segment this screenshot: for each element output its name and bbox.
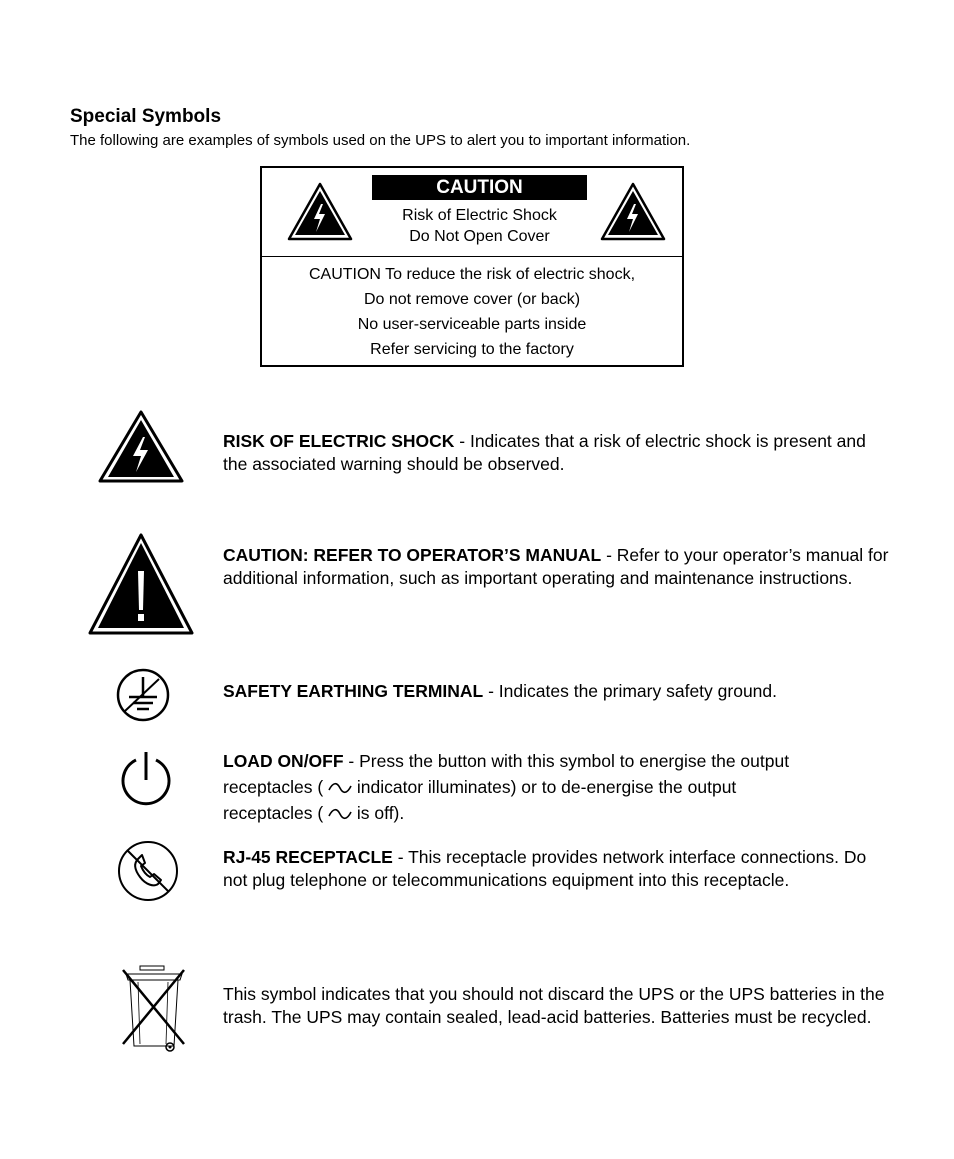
electric-shock-icon [98, 410, 184, 484]
electric-shock-icon [287, 182, 353, 242]
rj45-title: RJ-45 RECEPTACLE [223, 847, 393, 867]
caution-line: CAUTION To reduce the risk of electric shock, [308, 266, 636, 283]
load-text: - Press the button with this symbol to energise the output [343, 751, 790, 771]
rj45-text: - This receptacle provides network interface connections. Do not plug telephone or telecommunications equipment into this receptacle. [223, 847, 867, 890]
earth-title: SAFETY EARTHING TERMINAL [223, 681, 484, 701]
load-line [223, 800, 893, 826]
load-title: LOAD ON/OFF [223, 751, 344, 771]
caution-subtitle [372, 205, 587, 247]
manual-text: - Refer to your operator’s manual for additional information, such as important operating and maintenance instructions. [223, 545, 889, 588]
power-icon [118, 750, 174, 808]
caution-line: No user-serviceable parts inside [357, 316, 587, 333]
recycle-description: This symbol indicates that you should not discard the UPS or the UPS batteries in the trash. The UPS may contain sealed, lead-acid batteries. Batteries must be recycled. [223, 984, 885, 1027]
load-text: indicator illuminates) or to de-energise the output [352, 777, 737, 797]
caution-line: Do not remove cover (or back) [363, 291, 581, 308]
crossed-bin-icon [118, 964, 190, 1056]
caution-subtitle-line: Risk of Electric Shock [402, 207, 557, 224]
load-line [223, 774, 893, 800]
load-text: receptacles ( [223, 777, 329, 797]
caution-line: Refer servicing to the factory [370, 341, 574, 358]
caution-title: CAUTION [372, 175, 587, 200]
shock-description [223, 430, 893, 476]
earth-text: - Indicates the primary safety ground. [483, 681, 777, 701]
ac-tilde-icon [328, 807, 352, 821]
load-text: receptacles ( [223, 803, 329, 823]
intro-text: The following are examples of symbols used on the UPS to alert you to important information. [70, 132, 691, 149]
load-text: is off). [352, 803, 405, 823]
ac-tilde-icon [328, 781, 352, 795]
rj45-description [223, 846, 893, 892]
caution-subtitle-line: Do Not Open Cover [409, 228, 550, 245]
no-telephone-icon [116, 839, 180, 903]
manual-title: CAUTION: REFER TO OPERATOR’S MANUAL [223, 545, 602, 565]
manual-description [223, 544, 893, 590]
caution-instructions [262, 262, 682, 362]
shock-text: - Indicates that a risk of electric shock is present and the associated warning should be observed. [223, 431, 866, 474]
safety-earth-icon [115, 667, 171, 723]
exclamation-triangle-icon [88, 533, 194, 636]
electric-shock-icon [600, 182, 666, 242]
page-title: Special Symbols [70, 106, 222, 127]
earth-description [223, 680, 893, 703]
caution-label-header [262, 168, 682, 257]
shock-title: RISK OF ELECTRIC SHOCK [223, 431, 455, 451]
load-description [223, 748, 893, 826]
load-line [223, 748, 893, 774]
caution-label [260, 166, 684, 367]
